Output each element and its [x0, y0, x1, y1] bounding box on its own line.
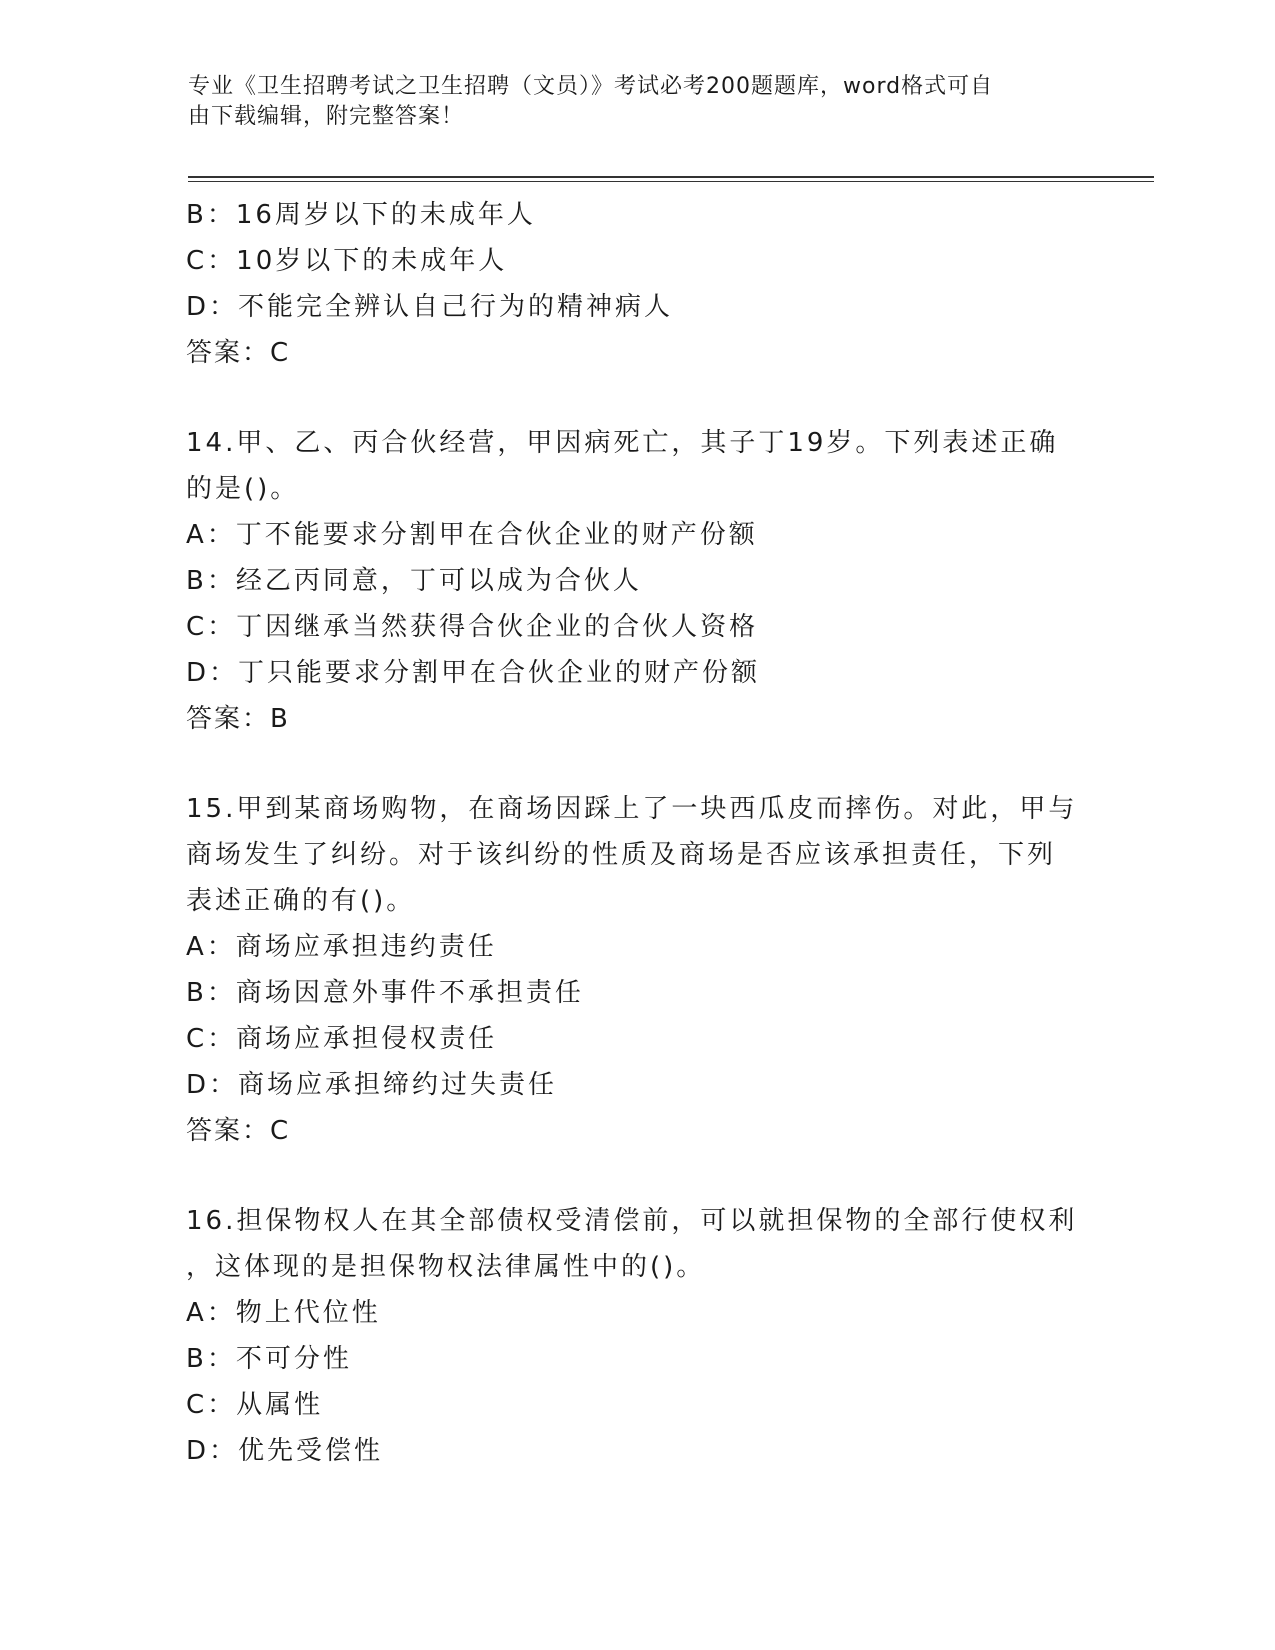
- option-c: C：商场应承担侵权责任: [186, 1024, 498, 1054]
- option-c: C：10岁以下的未成年人: [186, 246, 508, 276]
- option-a: A：丁不能要求分割甲在合伙企业的财产份额: [186, 520, 758, 550]
- header-divider-thick: [188, 176, 1154, 178]
- answer: 答案：C: [186, 1116, 291, 1146]
- question-stem: 16.担保物权人在其全部债权受清偿前，可以就担保物的全部行使权利: [186, 1206, 1078, 1236]
- option-b: B：经乙丙同意，丁可以成为合伙人: [186, 566, 642, 596]
- question-13-tail: [186, 192, 1086, 376]
- option-d: D：丁只能要求分割甲在合伙企业的财产份额: [186, 658, 761, 688]
- option-d: D：不能完全辨认自己行为的精神病人: [186, 292, 674, 322]
- option-b: B：16周岁以下的未成年人: [186, 200, 536, 230]
- header-line-1: 专业《卫生招聘考试之卫生招聘（文员）》考试必考200题题库，word格式可自: [188, 74, 994, 99]
- question-15: [186, 786, 1086, 1154]
- option-d: D：商场应承担缔约过失责任: [186, 1070, 558, 1100]
- question-stem: 15.甲到某商场购物，在商场因踩上了一块西瓜皮而摔伤。对此，甲与: [186, 794, 1078, 824]
- question-stem: 商场发生了纠纷。对于该纠纷的性质及商场是否应该承担责任，下列: [186, 840, 1057, 870]
- option-c: C：从属性: [186, 1390, 324, 1420]
- option-d: D：优先受偿性: [186, 1436, 384, 1466]
- question-16: [186, 1198, 1086, 1474]
- option-c: C：丁因继承当然获得合伙企业的合伙人资格: [186, 612, 759, 642]
- question-stem: ，这体现的是担保物权法律属性中的()。: [186, 1252, 706, 1282]
- question-stem: 14.甲、乙、丙合伙经营，甲因病死亡，其子丁19岁。下列表述正确: [186, 428, 1059, 458]
- answer: 答案：C: [186, 338, 291, 368]
- header-line-2: 由下载编辑，附完整答案！: [188, 104, 465, 129]
- question-stem: 表述正确的有()。: [186, 886, 416, 916]
- question-14: [186, 420, 1086, 742]
- question-list: [186, 192, 1086, 1474]
- answer: 答案：B: [186, 704, 290, 734]
- header-divider-thin: [188, 181, 1154, 182]
- option-b: B：不可分性: [186, 1344, 352, 1374]
- option-a: A：商场应承担违约责任: [186, 932, 497, 962]
- document-header: [188, 72, 1088, 132]
- option-a: A：物上代位性: [186, 1298, 381, 1328]
- option-b: B：商场因意外事件不承担责任: [186, 978, 584, 1008]
- question-stem: 的是()。: [186, 474, 300, 504]
